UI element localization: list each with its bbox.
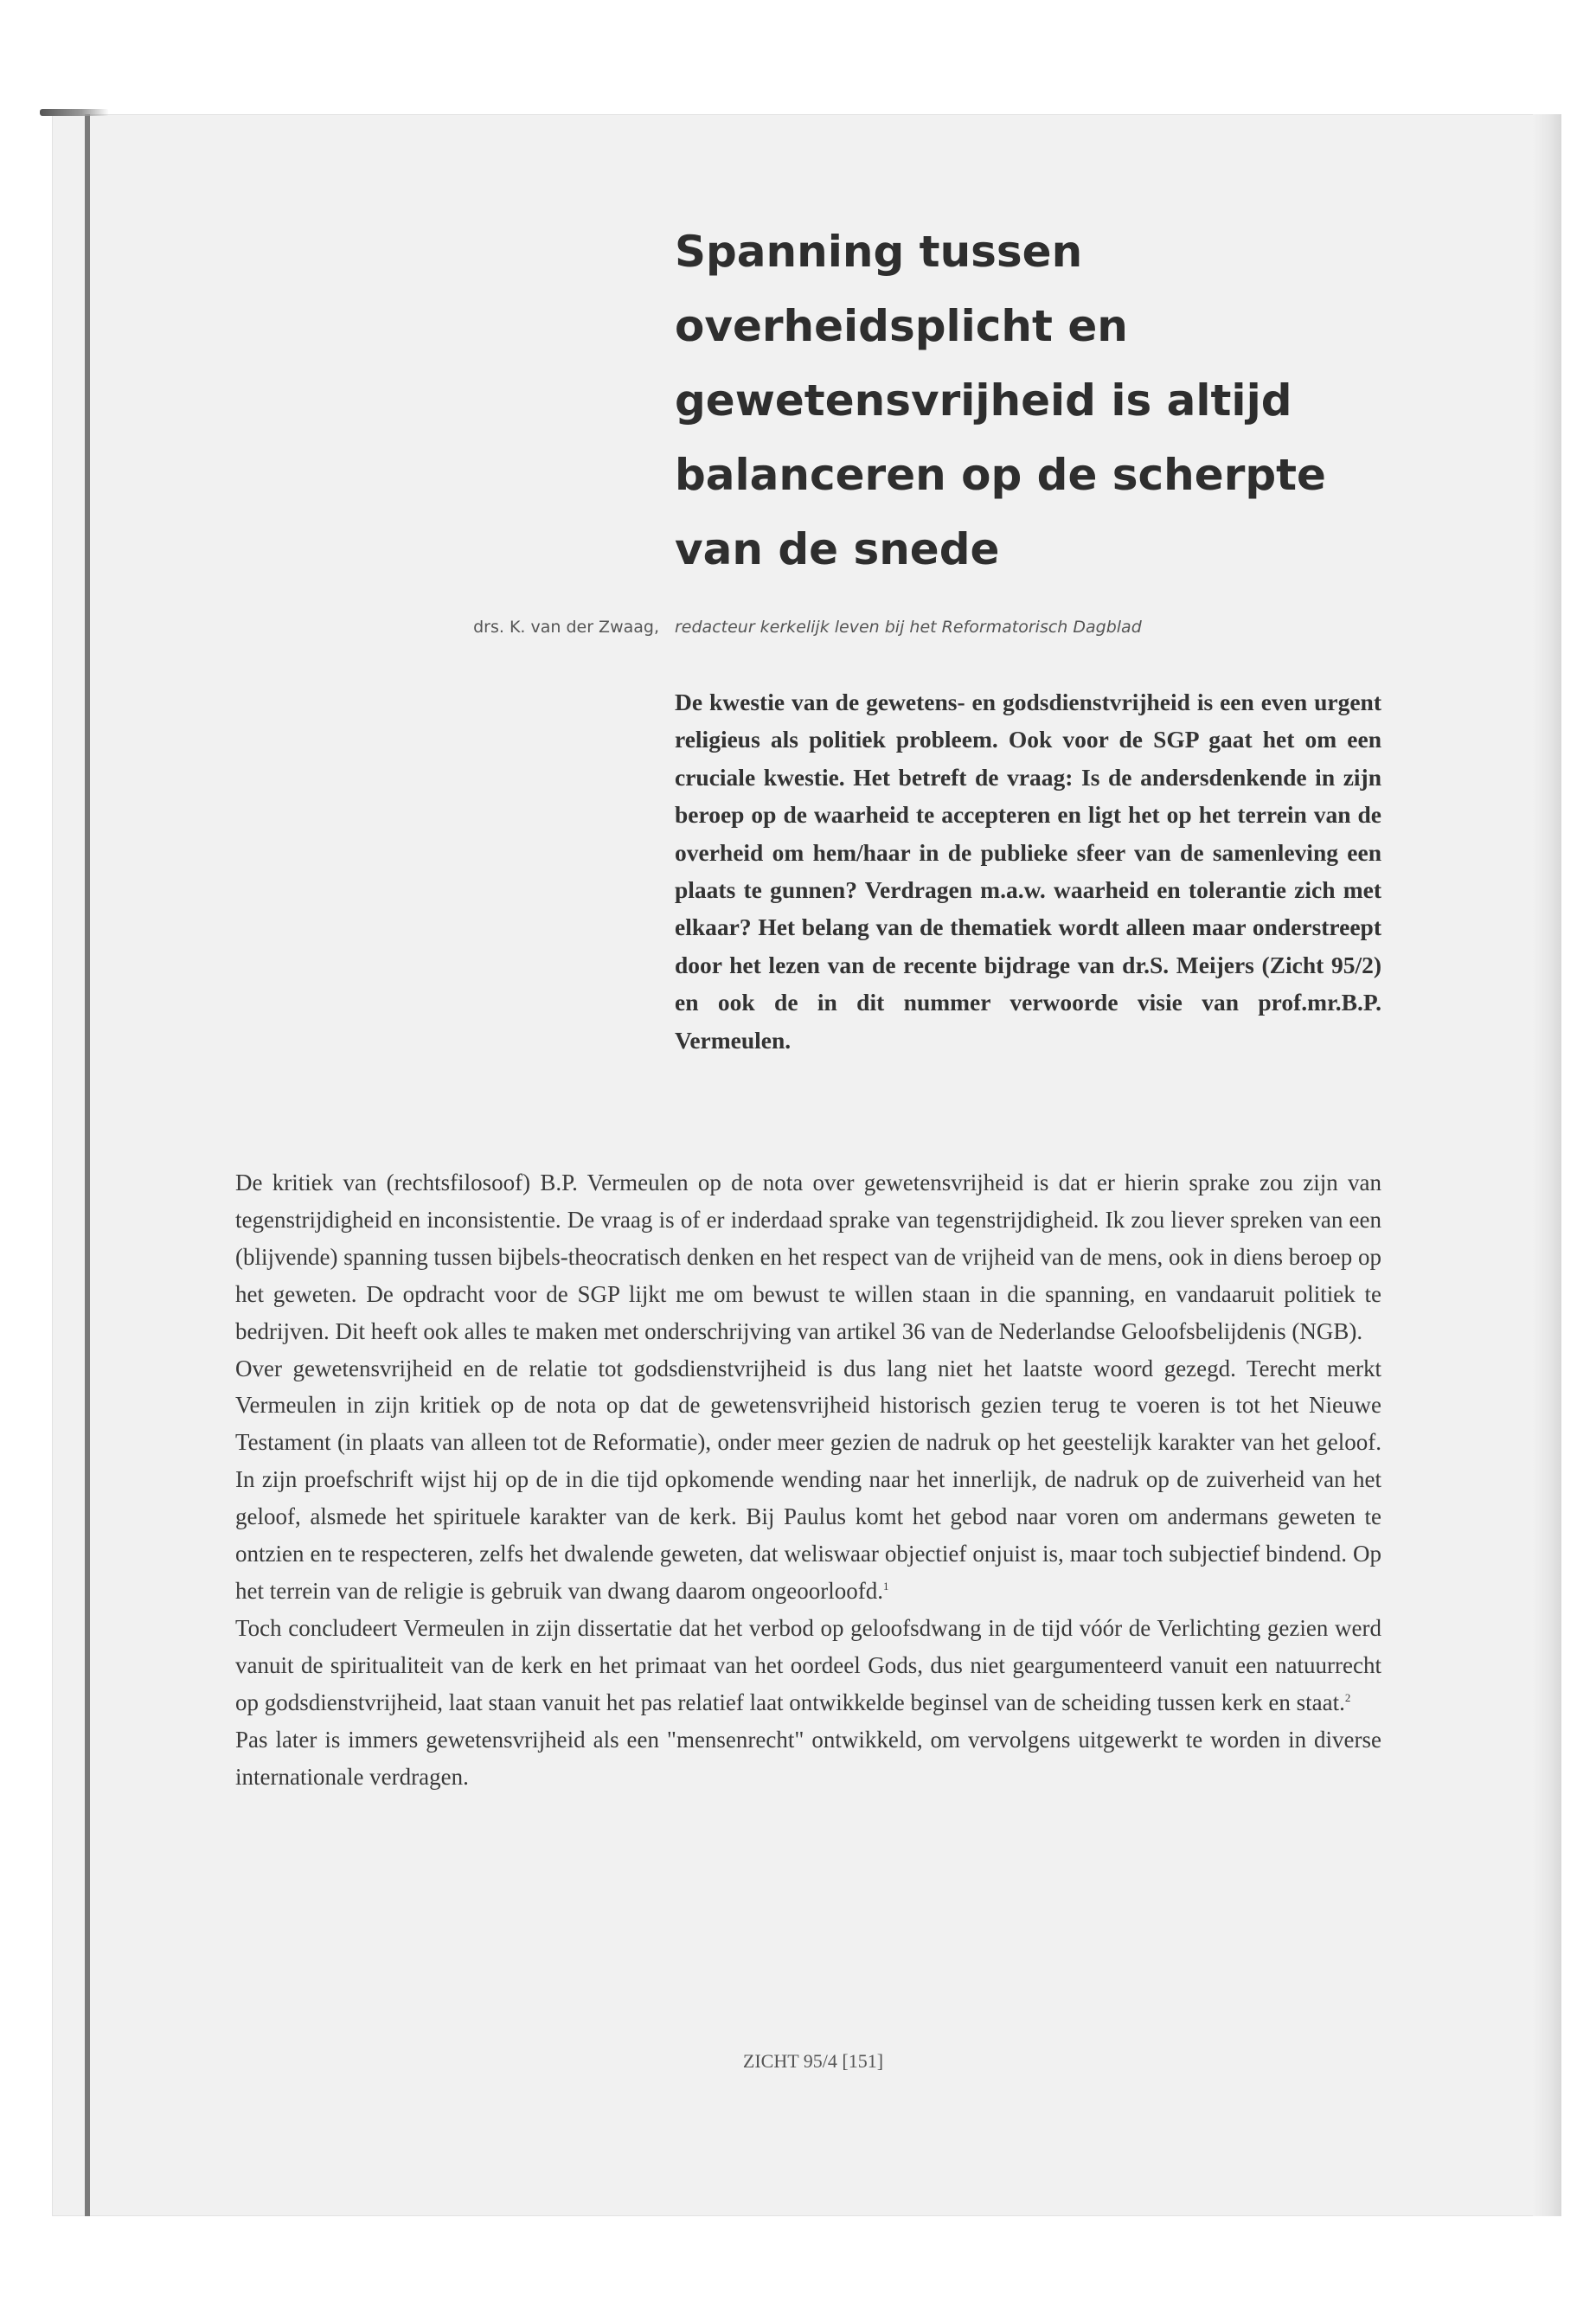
body-paragraph [235,1610,1381,1721]
spine-edge [85,114,90,2216]
article-title: Spanning tussen overheidsplicht en gewetensvrijheid is altijd balanceren op de scherpte van de snede [675,227,1326,574]
article-body [235,1164,1381,1795]
body-paragraph [235,1350,1381,1610]
paragraph-text: De kritiek van (rechtsfilosoof) B.P. Vermeulen op de nota over gewetensvrijheid is dat er hierin sprake zou zijn van tegenstrijdigheid en inconsistentie. De vraag is of er inderdaad sprake van tegenstrijdigheid. Ik zou liever spreken van een (blijvende) spanning tussen bijbels-theocratisch denken en het respect van de vrijheid van de mens, ook in diens beroep op het geweten. De opdracht voor de SGP lijkt me om bewust te willen staan in die spanning, en vandaaruit politiek te bedrijven. Dit heeft ook alles te maken met onderschrijving van artikel 36 van de Nederlandse Geloofsbelijdenis (NGB). [235,1170,1381,1344]
author-role: redacteur kerkelijk leven bij het Reformatorisch Dagblad [675,618,1142,637]
footnote-ref: 2 [1344,1690,1351,1704]
paragraph-text: Toch concludeert Vermeulen in zijn dissertatie dat het verbod op geloofsdwang in de tijd vóór de Verlichting gezien werd vanuit de spiritualiteit van de kerk en het primaat van het oordeel Gods, dus niet geargumenteerd vanuit een natuurrecht op godsdienstvrijheid, laat staan vanuit het pas relatief laat ontwikkelde beginsel van de scheiding tussen kerk en staat. [235,1614,1381,1715]
page-footer: ZICHT 95/4 [151] [742,2050,884,2072]
page-right-edge [1533,114,1561,2216]
paragraph-text: Over gewetensvrijheid en de relatie tot godsdienstvrijheid is dus lang niet het laatste woord gezegd. Terecht merkt Vermeulen in zijn kritiek op de nota op dat de gewetensvrijheid historisch gezien terug te voeren is tot het Nieuwe Testament (in plaats van alleen tot de Reformatie), onder meer gezien de nadruk op het geestelijk karakter van het geloof. In zijn proefschrift wijst hij op de in die tijd opkomende wending naar het innerlijk, de nadruk op de zuiverheid van het geloof, alsmede het spirituele karakter van de kerk. Bij Paulus komt het gebod naar voren om andermans geweten te ontzien en te respecteren, zelfs het dwalende geweten, dat weliswaar objectief onjuist is, maar toch subjectief bindend. Op het terrein van de religie is gebruik van dwang daarom ongeoorloofd. [235,1355,1381,1604]
binding-clip [40,109,109,116]
intro-paragraph: De kwestie van de gewetens- en godsdienstvrijheid is een even urgent religieus als politiek probleem. Ook voor de SGP gaat het om een cruciale kwestie. Het betreft de vraag: Is de andersdenkende in zijn beroep op de waarheid te accepteren en ligt het op het terrein van de overheid om hem/haar in de publieke sfeer van de samenleving een plaats te gunnen? Verdragen m.a.w. waarheid en tolerantie zich met elkaar? Het belang van de thematiek wordt alleen maar onderstreept door het lezen van de recente bijdrage van dr.S. Meijers (Zicht 95/2) en ook de in dit nummer verwoorde visie van prof.mr.B.P. Vermeulen. [675,689,1381,1054]
footnote-ref: 1 [883,1579,889,1593]
body-paragraph [235,1721,1381,1796]
paragraph-text: Pas later is immers gewetensvrijheid als een "mensenrecht" ontwikkeld, om vervolgens uitgewerkt te worden in diverse internationale verdragen. [235,1726,1381,1790]
body-paragraph [235,1164,1381,1350]
author-name: drs. K. van der Zwaag, [473,618,659,637]
